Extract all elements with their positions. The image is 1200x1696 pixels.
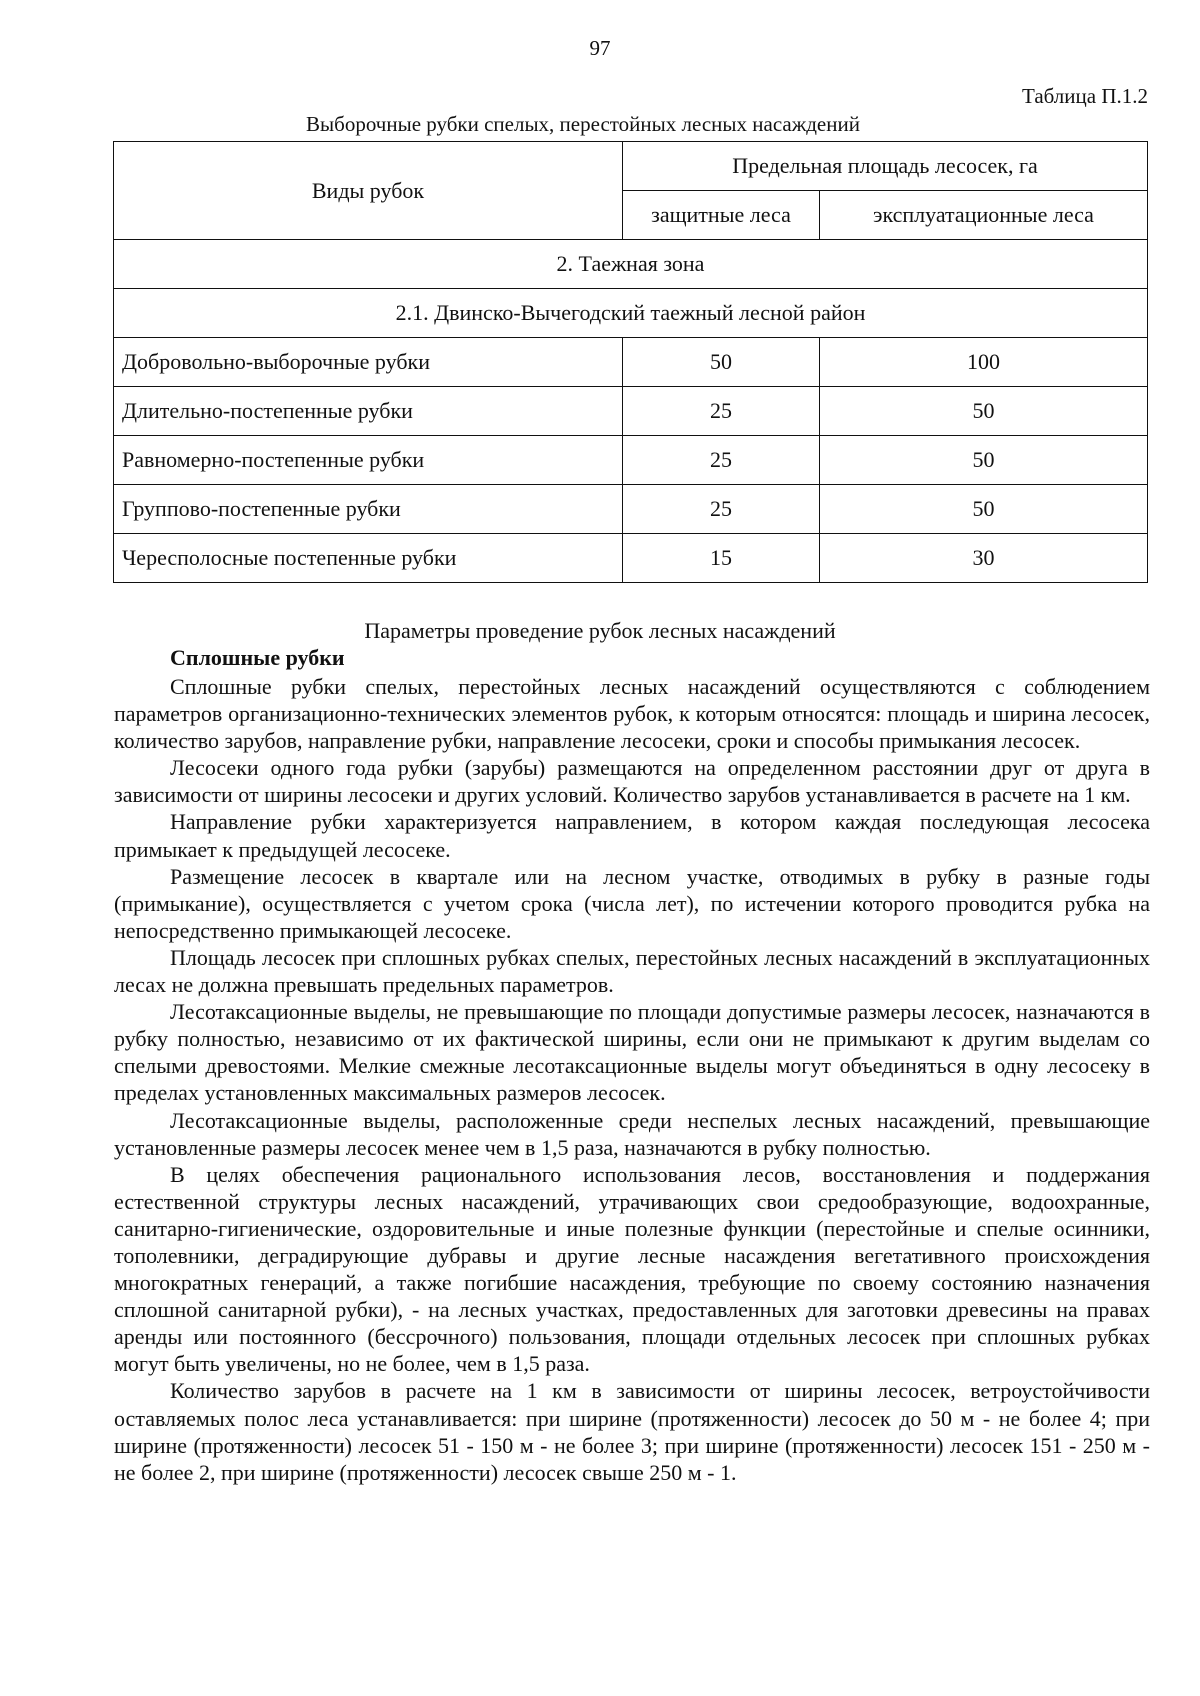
protective-value: 25 [623,485,820,534]
cutting-type-name: Группово-постепенные рубки [114,485,623,534]
cutting-type-name: Длительно-постепенные рубки [114,387,623,436]
protective-value: 15 [623,534,820,583]
cutting-area-table [113,141,1148,583]
paragraph: Направление рубки характеризуется направлением, в котором каждая последующая лесосека примыкает к предыдущей лесосеке. [114,809,1150,862]
paragraph: Сплошные рубки спелых, перестойных лесных насаждений осуществляются с соблюдением параметров организационно-технических элементов рубок, к которым относятся: площадь и ширина лесосек, количество зарубов, направление рубки, направление лесосеки, сроки и способы примыкания лесосек. [114,674,1150,754]
paragraph: Лесосеки одного года рубки (зарубы) размещаются на определенном расстоянии друг от друга в зависимости от ширины лесосеки и других условий. Количество зарубов устанавливается в расчете на 1 км. [114,755,1150,808]
subheading: Сплошные рубки [170,645,345,670]
header-max-area: Предельная площадь лесосек, га [623,142,1148,191]
table-label: Таблица П.1.2 [1022,84,1148,108]
exploitation-value: 100 [820,338,1148,387]
exploitation-value: 50 [820,436,1148,485]
paragraph: В целях обеспечения рационального использования лесов, восстановления и поддержания естественной структуры лесных насаждений, утрачивающих свои средообразующие, водоохранные, санитарно-гигиенические, оздоровительные и иные полезные функции (перестойные и спелые осинники, тополевники, деградирующие дубравы и другие лесные насаждения вегетативного происхождения многократных генераций, а также погибшие насаждения, требующие по своему состоянию назначения сплошной санитарной рубки), - на лесных участках, предоставленных для заготовки древесины на правах аренды или постоянного (бессрочного) пользования, площади отдельных лесосек при сплошных рубках могут быть увеличены, но не более, чем в 1,5 раза. [114,1161,1150,1377]
protective-value: 50 [623,338,820,387]
header-cutting-types: Виды рубок [114,142,623,240]
district-label: 2.1. Двинско-Вычегодский таежный лесной район [114,289,1148,338]
table-header-row [114,142,1148,191]
paragraph: Размещение лесосек в квартале или на лесном участке, отводимых в рубку в разные годы (примыкание), осуществляется с учетом срока (числа лет), по истечении которого проводится рубка на непосредственно примыкающей лесосеке. [114,863,1150,943]
header-exploitation-forests: эксплуатационные леса [820,191,1148,240]
table-row [114,387,1148,436]
table-district-row [114,289,1148,338]
table-zone-row [114,240,1148,289]
header-protective-forests: защитные леса [623,191,820,240]
protective-value: 25 [623,436,820,485]
exploitation-value: 50 [820,485,1148,534]
exploitation-value: 50 [820,387,1148,436]
page-number: 97 [589,36,611,60]
protective-value: 25 [623,387,820,436]
table-title: Выборочные рубки спелых, перестойных лесных насаждений [306,112,860,136]
paragraph: Лесотаксационные выделы, расположенные среди неспелых лесных насаждений, превышающие установленные размеры лесосек менее чем в 1,5 раза, назначаются в рубку полностью. [114,1107,1150,1160]
table-row [114,534,1148,583]
table-row [114,485,1148,534]
paragraph: Площадь лесосек при сплошных рубках спелых, перестойных лесных насаждений в эксплуатационных лесах не должна превышать предельных параметров. [114,944,1150,998]
cutting-type-name: Добровольно-выборочные рубки [114,338,623,387]
section-heading: Параметры проведение рубок лесных насаждений [364,618,836,643]
cutting-type-name: Чересполосные постепенные рубки [114,534,623,583]
table-row [114,338,1148,387]
exploitation-value: 30 [820,534,1148,583]
paragraph: Лесотаксационные выделы, не превышающие по площади допустимые размеры лесосек, назначаются в рубку полностью, независимо от их фактической ширины, если они не примыкают к другим выделам со спелыми древостоями. Мелкие смежные лесотаксационные выделы могут объединяться в одну лесосеку в пределах установленных максимальных размеров лесосек. [114,999,1150,1106]
cutting-type-name: Равномерно-постепенные рубки [114,436,623,485]
body-text [114,673,1150,1486]
paragraph: Количество зарубов в расчете на 1 км в зависимости от ширины лесосек, ветроустойчивости оставляемых полос леса устанавливается: при ширине (протяженности) лесосек до 50 м - не более 4; при ширине (протяженности) лесосек 51 - 150 м - не более 3; при ширине (протяженности) лесосек 151 - 250 м - не более 2, при ширине (протяженности) лесосек свыше 250 м - 1. [114,1378,1150,1485]
table-row [114,436,1148,485]
zone-label: 2. Таежная зона [114,240,1148,289]
